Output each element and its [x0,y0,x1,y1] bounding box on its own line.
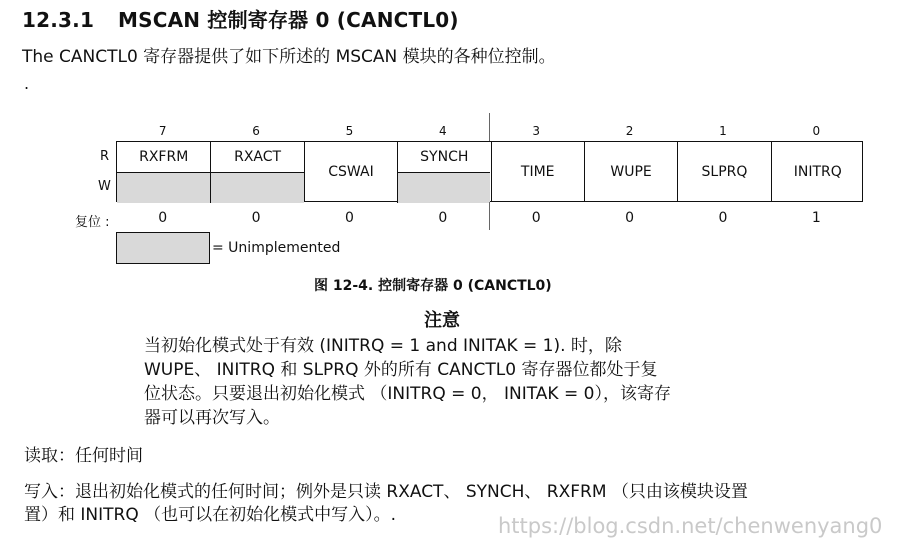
reset-value: 0 [251,210,261,226]
unimplemented-cell [210,173,303,203]
reset-value: 0 [531,210,541,226]
field-rxfrm: RXFRM [117,142,210,173]
note-line: WUPE、 INITRQ 和 SLPRQ 外的所有 CANCTL0 寄存器位都处于复 [144,360,658,380]
field-rxact: RXACT [210,142,303,173]
bit-number: 6 [252,124,260,138]
read-row-label: R [100,149,110,164]
read-access-text: 读取：任何时间 [24,446,143,466]
bit-number: 3 [532,124,541,138]
note-line: 当初始化模式处于有效 (INITRQ = 1 and INITAK = 1). 时，除 [144,336,622,356]
note-line: 位状态。只要退出初始化模式 （INITRQ = 0， INITAK = 0），该寄存 [144,384,671,404]
reset-value: 1 [811,210,821,226]
bit-number: 2 [625,124,634,138]
field-time: TIME [491,142,584,201]
watermark: https://blog.csdn.net/chenwenyang0 [498,514,883,538]
note-line: 器可以再次写入。 [144,408,280,428]
bit-number: 1 [719,124,727,138]
reset-label: 复位 : [75,215,110,230]
section-number: 12.3.1 [22,8,95,32]
reset-value: 0 [345,210,354,226]
write-access-text-line1: 写入：退出初始化模式的任何时间；例外是只读 RXACT、 SYNCH、 RXFRM （只由该模块设置 [24,482,748,502]
intro-paragraph: The CANCTL0 寄存器提供了如下所述的 MSCAN 模块的各种位控制。 [22,47,556,67]
note-title: 注意 [424,310,460,331]
section-heading [22,4,459,33]
stray-dot: . [24,74,30,93]
nibble-divider-top [489,113,490,141]
reset-value: 0 [158,210,168,226]
unimplemented-legend-swatch [116,232,210,264]
field-slprq: SLPRQ [677,142,770,201]
nibble-divider-bottom [489,202,490,230]
figure-caption: 图 12-4. 控制寄存器 0 (CANCTL0) [314,278,552,294]
bit-number: 5 [345,124,354,138]
bit-number: 7 [158,124,167,138]
unimplemented-cell [397,173,490,203]
write-row-label: W [98,179,111,194]
field-wupe: WUPE [584,142,677,201]
reset-value: 0 [625,210,635,226]
bit-number: 0 [812,124,821,138]
write-access-text-line2: 置）和 INITRQ （也可以在初始化模式中写入）。. [24,505,397,525]
unimplemented-legend-label: = Unimplemented [212,240,341,256]
reset-value: 0 [718,210,728,226]
register-table [116,141,863,202]
field-synch: SYNCH [397,142,490,173]
bit-number: 4 [438,124,447,138]
field-initrq: INITRQ [771,142,864,201]
section-title: MSCAN 控制寄存器 0 (CANCTL0) [118,8,459,32]
field-cswai: CSWAI [304,142,397,201]
unimplemented-cell [117,173,210,203]
reset-value: 0 [438,210,448,226]
